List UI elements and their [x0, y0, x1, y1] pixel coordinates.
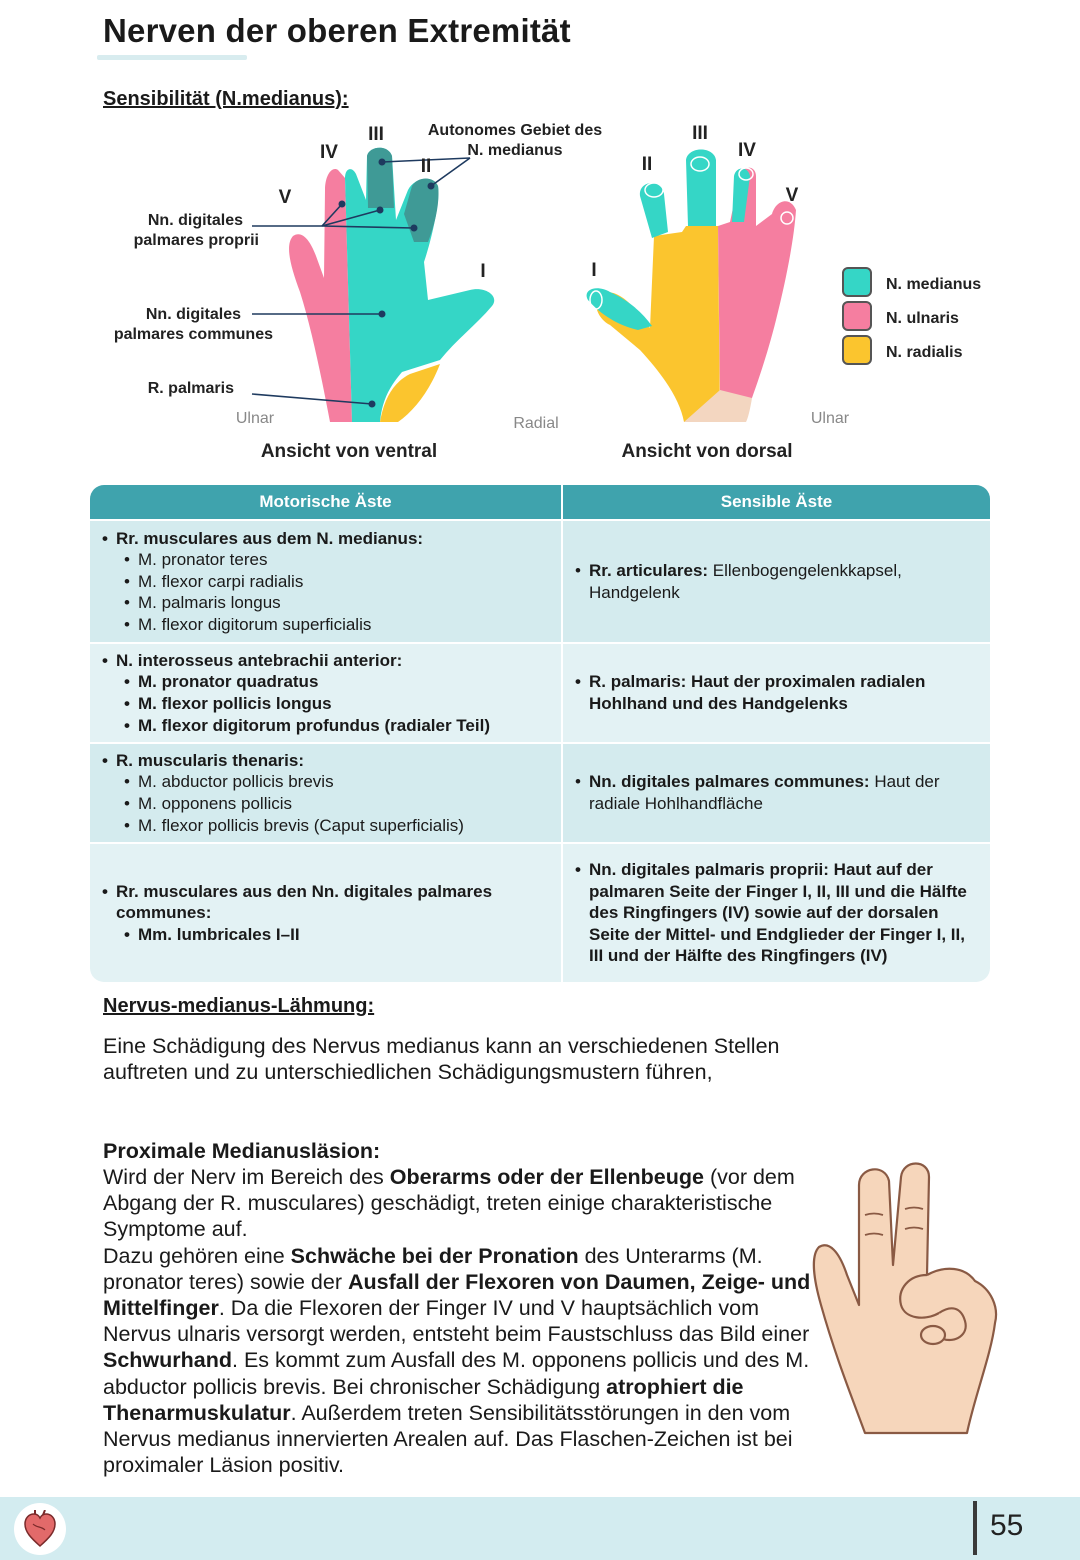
motor-item: • M. flexor carpi radialis — [102, 571, 551, 593]
motor-item: • M. flexor digitorum profundus (radialer Teil) — [102, 715, 551, 737]
proximal-text: . Da die Flexoren der Finger IV und V hauptsächlich vom Nervus ulnaris versorgt werden, entsteht beim Faustschluss das Bild einer — [103, 1296, 810, 1347]
lesion-heading: Nervus-medianus-Lähmung: — [103, 995, 375, 1017]
label-ulnar-left: Ulnar — [235, 410, 275, 427]
proximal-text: Wird der Nerv im Bereich des — [103, 1165, 390, 1189]
legend-swatch-radialis — [843, 336, 871, 364]
sensory-item — [575, 771, 980, 814]
sensory-term: Nn. digitales palmaris proprii: — [589, 860, 829, 880]
sensory-term: Rr. articulares: — [589, 560, 709, 580]
title-underline — [97, 55, 247, 60]
sensory-text: Haut auf der palmaren Seite der Finger I, II, III und die Hälfte des Ringfingers (IV) sowie auf der dorsalen Seite der Mittel- und Endglieder der Finger I, II, III und der Hälfte des Ringfingers (IV) — [589, 860, 967, 966]
sensory-item — [575, 560, 980, 603]
finger-ventral-ii: II — [420, 156, 432, 177]
motor-title: • R. muscularis thenaris: — [102, 750, 551, 772]
branches-table — [90, 485, 990, 982]
dorsal-hand — [587, 150, 796, 423]
label-propria-1: Nn. digitales — [147, 212, 243, 229]
page-title: Nerven der oberen Extremität — [103, 12, 571, 49]
proximal-text: Dazu gehören eine — [103, 1243, 291, 1268]
proximal-heading: Proximale Medianusläsion: — [103, 1139, 381, 1163]
finger-ventral-iv: IV — [320, 142, 338, 163]
finger-dorsal-iii: III — [692, 123, 708, 144]
ventral-hand — [289, 148, 494, 422]
dorsal-ulnar-area — [718, 168, 796, 398]
motor-item: • M. pronator quadratus — [102, 671, 551, 693]
motor-cell — [90, 521, 563, 642]
motor-title: • N. interosseus antebrachii anterior: — [102, 650, 551, 672]
motor-item: • M. flexor digitorum superficialis — [102, 614, 551, 636]
hand-innervation-diagram — [0, 110, 1080, 480]
label-autonom-1: Autonomes Gebiet des — [427, 122, 603, 139]
legend-swatch-ulnaris — [843, 302, 871, 330]
page-number: 55 — [990, 1509, 1024, 1542]
motor-item: • M. palmaris longus — [102, 592, 551, 614]
page-number-divider — [973, 1501, 977, 1555]
sensory-cell — [563, 521, 990, 642]
legend-label-radialis: N. radialis — [886, 344, 963, 361]
sensory-item — [575, 859, 980, 967]
sensory-cell — [563, 644, 990, 742]
label-ulnar-right: Ulnar — [810, 410, 850, 427]
finger-ventral-iii: III — [368, 124, 384, 145]
proximal-emphasis: Oberarms oder der Ellenbeuge — [389, 1165, 704, 1189]
motor-item: • M. pronator teres — [102, 549, 551, 571]
proximal-emphasis: atrophiert die Thenarmuskulatur — [103, 1374, 744, 1425]
finger-dorsal-i: I — [591, 260, 597, 281]
legend-label-ulnaris: N. ulnaris — [886, 310, 959, 327]
label-communes-1: Nn. digitales — [145, 306, 241, 323]
proximal-text: . Es kommt zum Ausfall des M. opponens pollicis und des M. abductor pollicis brevis. Bei chronischer Schädigung — [103, 1348, 810, 1399]
proximal-emphasis: Schwurhand — [103, 1348, 233, 1373]
page-footer — [0, 1497, 1080, 1560]
proximal-paragraph — [103, 1164, 813, 1478]
motor-cell — [90, 644, 563, 742]
label-communes-2: palmares communes — [113, 326, 273, 343]
motor-cell — [90, 744, 563, 842]
motor-item: • M. flexor pollicis longus — [102, 693, 551, 715]
sensory-cell — [563, 744, 990, 842]
table-row — [90, 742, 990, 842]
header-motor: Motorische Äste — [90, 485, 563, 519]
dorsal-radial-area — [596, 226, 720, 422]
finger-dorsal-v: V — [785, 185, 799, 206]
schwurhand-illustration — [805, 1155, 1005, 1440]
proximal-emphasis: Schwäche bei der Pronation — [290, 1243, 579, 1268]
sensory-text: Haut der radiale Hohlhandfläche — [589, 772, 940, 813]
sensory-item — [575, 671, 980, 714]
intro-paragraph: Eine Schädigung des Nervus medianus kann an verschiedenen Stellen auftreten und zu unterschiedlichen Schädigungsmustern führen, — [103, 1034, 780, 1085]
label-radial: Radial — [513, 415, 559, 432]
legend — [843, 268, 981, 364]
motor-title: • Rr. musculares aus den Nn. digitales palmares communes: — [102, 881, 551, 924]
motor-cell — [90, 844, 563, 982]
motor-item: • M. opponens pollicis — [102, 793, 551, 815]
motor-title: • Rr. musculares aus dem N. medianus: — [102, 528, 551, 550]
label-ventral: Ansicht von ventral — [260, 441, 438, 462]
motor-item: • M. abductor pollicis brevis — [102, 771, 551, 793]
sensory-term: R. palmaris: — [589, 672, 687, 692]
motor-item: • M. flexor pollicis brevis (Caput superficialis) — [102, 815, 551, 837]
label-r-palmaris: R. palmaris — [147, 380, 234, 397]
sensory-cell — [563, 844, 990, 982]
legend-swatch-medianus — [843, 268, 871, 296]
sensory-text: Haut der proximalen radialen Hohlhand und des Handgelenks — [589, 672, 926, 713]
table-row — [90, 519, 990, 642]
table-header — [90, 485, 990, 519]
header-sensory: Sensible Äste — [720, 492, 833, 511]
proximal-text: des Unterarms (M. pronator teres) sowie der — [103, 1243, 763, 1294]
sensory-term: Nn. digitales palmares communes: — [589, 772, 870, 792]
motor-item: • Mm. lumbricales I–II — [102, 924, 551, 946]
proximal-emphasis: Ausfall der Flexoren von Daumen, Zeige- und Mittelfinger — [103, 1269, 811, 1321]
legend-label-medianus: N. medianus — [886, 276, 982, 293]
proximal-text: (vor dem Abgang der R. musculares) geschädigt, treten einige charakteristische Symptome auf. — [103, 1165, 795, 1242]
finger-dorsal-iv: IV — [738, 140, 756, 161]
sensibility-heading: Sensibilität (N.medianus): — [103, 88, 349, 110]
label-autonom-2: N. medianus — [467, 142, 563, 159]
label-propria-2: palmares proprii — [133, 232, 259, 249]
finger-dorsal-ii: II — [641, 154, 653, 175]
heart-icon — [14, 1503, 66, 1555]
sensory-text: Ellenbogengelenkkapsel, Handgelenk — [589, 560, 902, 602]
finger-ventral-v: V — [278, 187, 292, 208]
table-row — [90, 842, 990, 982]
table-row — [90, 642, 990, 742]
label-dorsal: Ansicht von dorsal — [621, 441, 793, 462]
proximal-text: . Außerdem treten Sensibilitätsstörungen in den vom Nervus medianus innervierten Arealen auf. Das Flaschen-Zeichen ist bei proximaler Läsion positiv. — [103, 1400, 793, 1478]
finger-ventral-i: I — [480, 261, 486, 282]
